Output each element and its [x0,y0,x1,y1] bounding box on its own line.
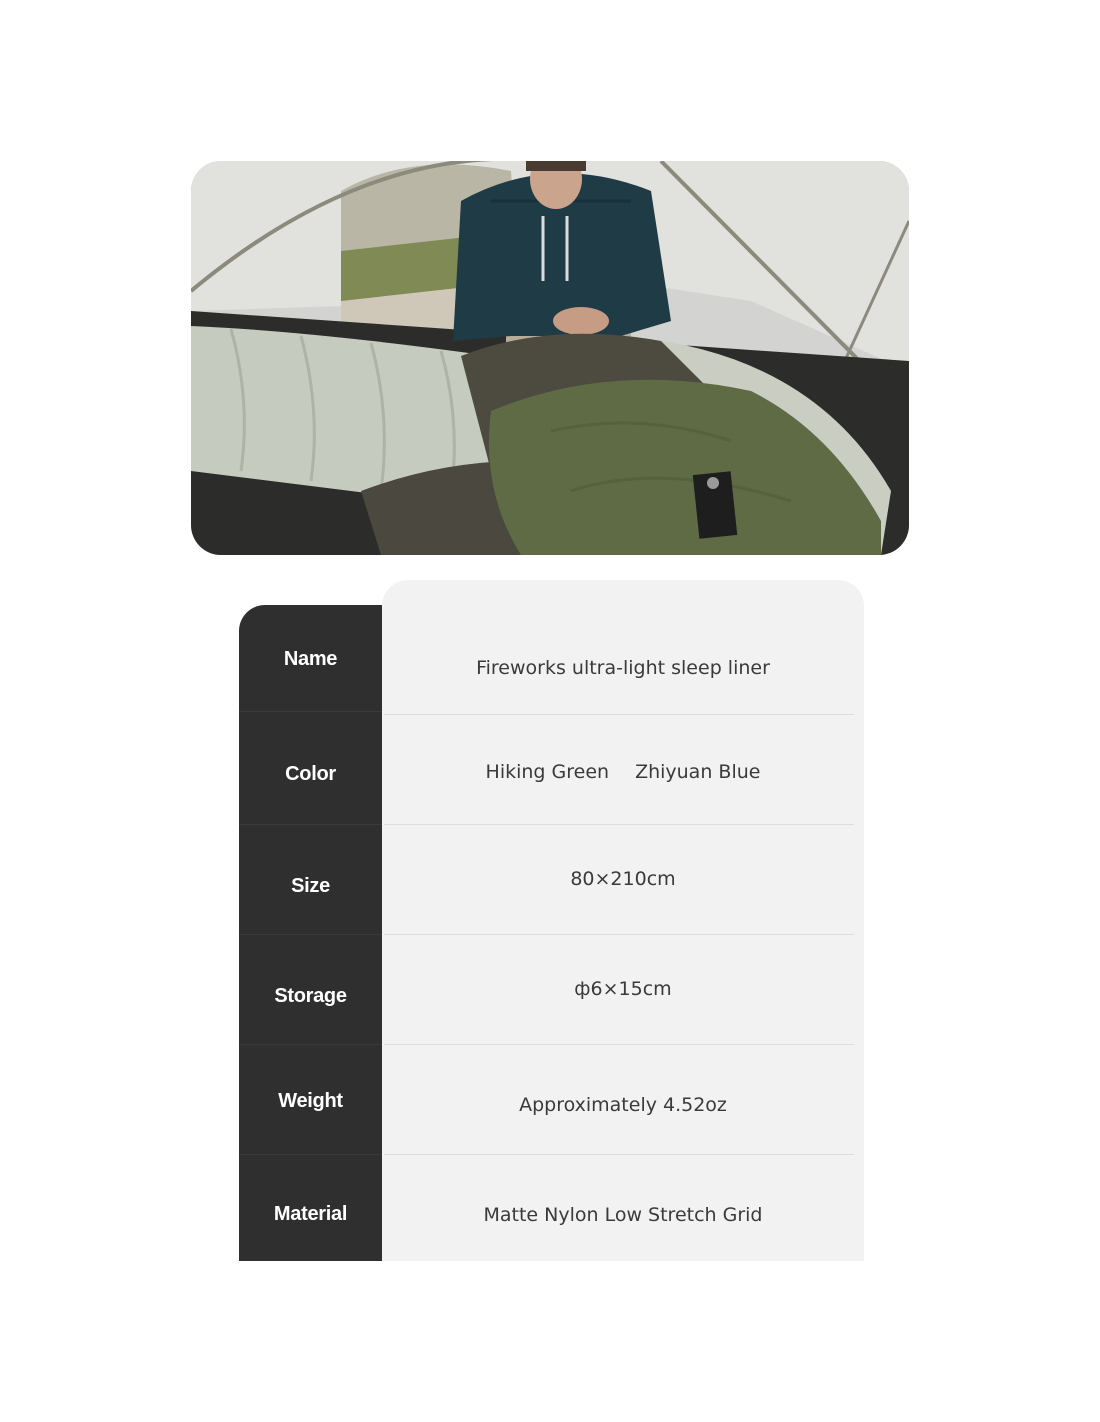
spec-label-storage: Storage [274,985,347,1007]
spec-label-size: Size [291,875,330,897]
label-divider [239,711,382,712]
label-divider [239,1154,382,1155]
spec-value-color [382,761,864,783]
label-divider [239,934,382,935]
color-option-zhiyuan-blue: Zhiyuan Blue [635,761,761,783]
spec-value-material: Matte Nylon Low Stretch Grid [483,1204,763,1226]
row-divider [384,824,854,825]
spec-labels-column [239,605,382,1261]
row-divider [384,714,854,715]
spec-value-size: 80×210cm [570,868,676,890]
spec-value-storage: ф6×15cm [574,978,672,1000]
spec-label-name: Name [283,648,338,670]
spec-value-weight: Approximately 4.52oz [519,1094,727,1116]
row-divider [384,934,854,935]
row-divider [384,1044,854,1045]
spec-label-material: Material [273,1203,348,1225]
spec-values-panel [382,580,864,1261]
spec-value-name: Fireworks ultra-light sleep liner [476,657,770,679]
spec-label-color: Color [285,763,336,785]
hero-photo-illustration [191,161,909,555]
hero-photo [191,161,909,555]
label-divider [239,1044,382,1045]
color-option-hiking-green: Hiking Green [485,761,610,783]
spec-label-weight: Weight [278,1090,343,1112]
label-divider [239,824,382,825]
row-divider [384,1154,854,1155]
